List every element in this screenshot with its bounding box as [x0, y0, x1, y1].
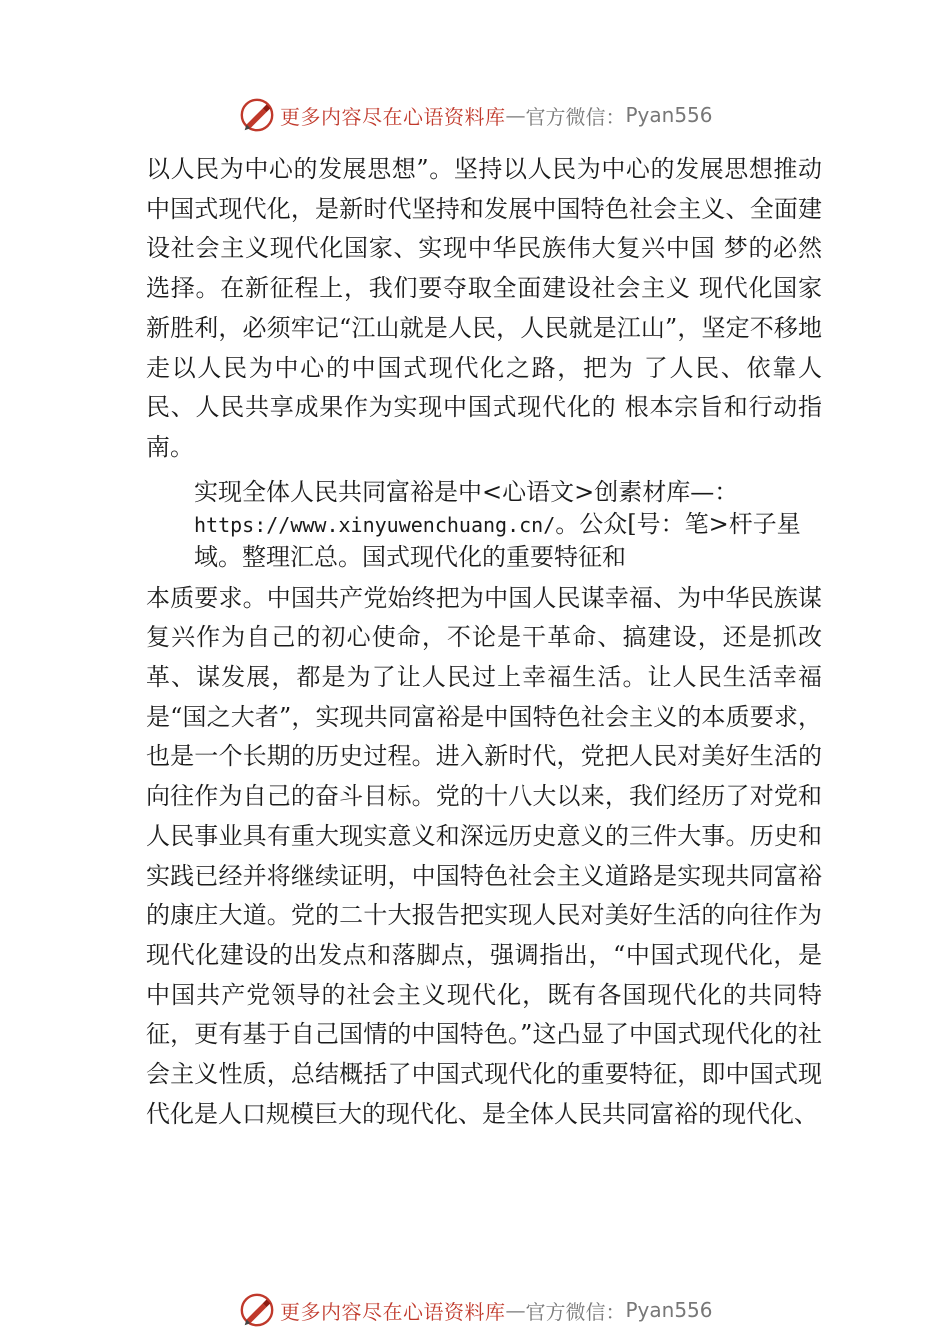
footer-wechat-id: Pyan556: [625, 1298, 713, 1322]
inserted-notice: [194, 468, 834, 579]
header-wechat-id: Pyan556: [625, 103, 713, 127]
footer-separator: —: [505, 1298, 526, 1322]
footer-contact-label: 官方微信：: [525, 1299, 626, 1324]
header-brand: 更多内容尽在心语资料库: [280, 104, 506, 129]
inserted-text-2: 。公众[号：笔>杆子星域。整理汇总。国式现代化的重要特征和: [194, 509, 801, 571]
pen-logo-icon: [238, 1291, 276, 1329]
document-body: [146, 150, 822, 1134]
paragraph-1: 以人民为中心的发展思想”。坚持以人民为中心的发展思想推动中国式现代化，是新时代坚持和发展中国特色社会主义、全面建设社会主义现代化国家、实现中华民族伟大复兴中国 梦的必然选择。在新征程上，我们要夺取全面建设社会主义 现代化国家新胜利，必须牢记“江山就是人民，人民就是江山”，坚定不移地走以人民为中心的中国式现代化之路，把为 了人民、依靠人民、人民共享成果作为实现中国式现代化的 根本宗旨和行动指南。: [146, 155, 822, 461]
header-contact-label: 官方微信：: [525, 104, 626, 129]
inserted-text-1: 实现全体人民共同富裕是中<心语文>创素材库—：: [194, 477, 739, 506]
header-banner: [238, 95, 713, 135]
footer-banner: [238, 1290, 713, 1330]
footer-brand: 更多内容尽在心语资料库: [280, 1299, 506, 1324]
pen-logo-icon: [238, 96, 276, 134]
header-separator: —: [505, 103, 526, 127]
source-url: https://www.xinyuwenchuang.cn/: [194, 512, 556, 537]
paragraph-2: 本质要求。中国共产党始终把为中国人民谋幸福、为中华民族谋复兴作为自己的初心使命，不论是干革命、搞建设，还是抓改革、谋发展，都是为了让人民过上幸福生活。让人民生活幸福是“国之大者”，实现共同富裕是中国特色社会主义的本质要求，也是一个长期的历史过程。进入新时代，党把人民对美好生活的向往作为自己的奋斗目标。党的十八大以来，我们经历了对党和人民事业具有重大现实意义和深远历史意义的三件大事。历史和实践已经并将继续证明，中国特色社会主义道路是实现共同富裕的康庄大道。党的二十大报告把实现人民对美好生活的向往作为现代化建设的出发点和落脚点，强调指出，“中国式现代化，是中国共产党领导的社会主义现代化，既有各国现代化的共同特征，更有基于自己国情的中国特色。”这凸显了中国式现代化的社会主义性质，总结概括了中国式现代化的重要特征，即中国式现代化是人口规模巨大的现代化、是全体人民共同富裕的现代化、: [146, 583, 822, 1128]
